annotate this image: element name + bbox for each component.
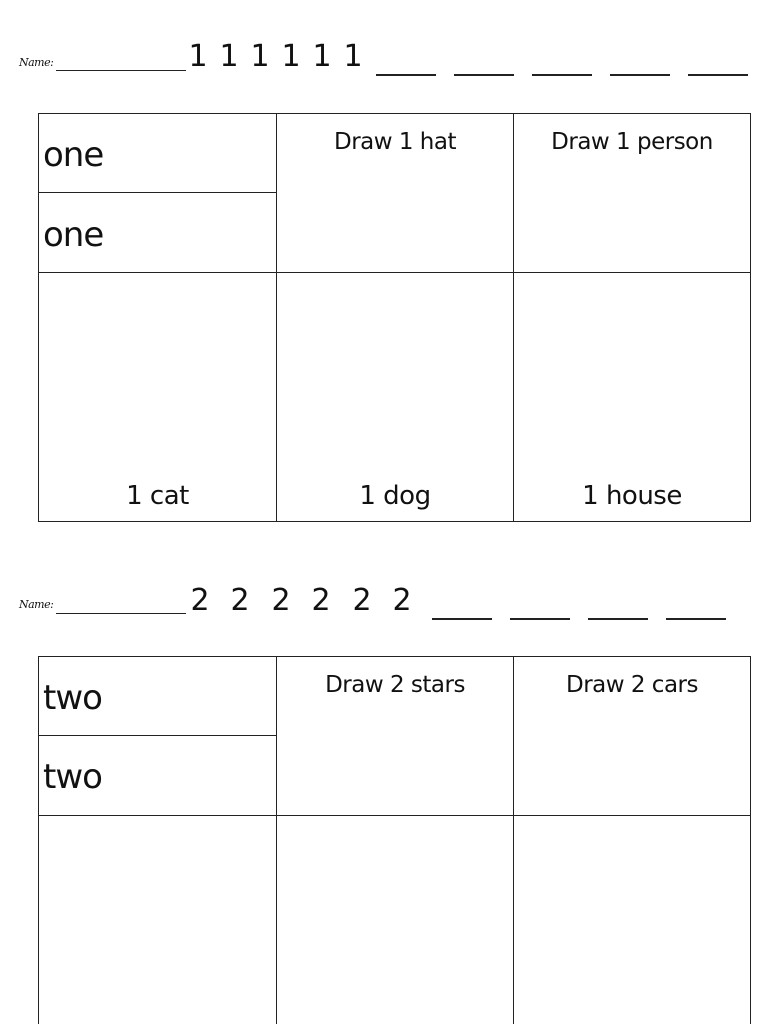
table-divider — [38, 815, 751, 816]
write-blank[interactable] — [454, 74, 514, 76]
word-row: two — [43, 678, 102, 718]
picture-caption: 1 cat — [126, 481, 189, 511]
write-blank[interactable] — [510, 618, 570, 620]
write-blank[interactable] — [610, 74, 670, 76]
word-row: one — [43, 135, 104, 175]
draw-prompt: Draw 2 cars — [565, 672, 698, 698]
draw-prompt: Draw 1 person — [551, 129, 713, 155]
table-border-right — [750, 656, 751, 1024]
name-field[interactable] — [56, 70, 186, 71]
drawing-area[interactable] — [277, 160, 513, 272]
trace-number: 2 — [230, 583, 250, 618]
name-field[interactable] — [56, 613, 186, 614]
table-divider — [38, 272, 751, 273]
word-row: one — [43, 215, 104, 255]
trace-number: 2 — [352, 583, 372, 618]
trace-number: 1 — [188, 39, 208, 74]
write-blank[interactable] — [688, 74, 748, 76]
trace-number: 2 — [392, 583, 412, 618]
write-blank[interactable] — [432, 618, 492, 620]
table-border-left — [38, 656, 39, 1024]
trace-number: 1 — [312, 39, 332, 74]
trace-number: 2 — [190, 583, 210, 618]
name-label: Name: — [19, 56, 54, 69]
table-divider — [38, 735, 277, 736]
draw-prompt: Draw 2 stars — [325, 672, 465, 698]
draw-prompt: Draw 1 hat — [333, 129, 457, 155]
table-border-top — [38, 656, 751, 657]
write-blank[interactable] — [666, 618, 726, 620]
trace-number: 1 — [343, 39, 363, 74]
table-divider — [38, 192, 277, 193]
word-row: two — [43, 757, 102, 797]
drawing-area[interactable] — [514, 703, 750, 815]
table-border-top — [38, 113, 751, 114]
drawing-area[interactable] — [277, 703, 513, 815]
picture-caption: 1 dog — [359, 481, 431, 511]
drawing-area[interactable] — [514, 160, 750, 272]
name-label: Name: — [19, 598, 54, 611]
write-blank[interactable] — [376, 74, 436, 76]
table-border-bottom — [38, 521, 751, 522]
trace-number: 2 — [311, 583, 331, 618]
write-blank[interactable] — [588, 618, 648, 620]
picture-caption: 1 house — [582, 481, 682, 511]
trace-number: 2 — [271, 583, 291, 618]
trace-number: 1 — [281, 39, 301, 74]
table-border-right — [750, 113, 751, 522]
table-border-left — [38, 113, 39, 522]
write-blank[interactable] — [532, 74, 592, 76]
trace-number: 1 — [219, 39, 239, 74]
trace-number: 1 — [250, 39, 270, 74]
